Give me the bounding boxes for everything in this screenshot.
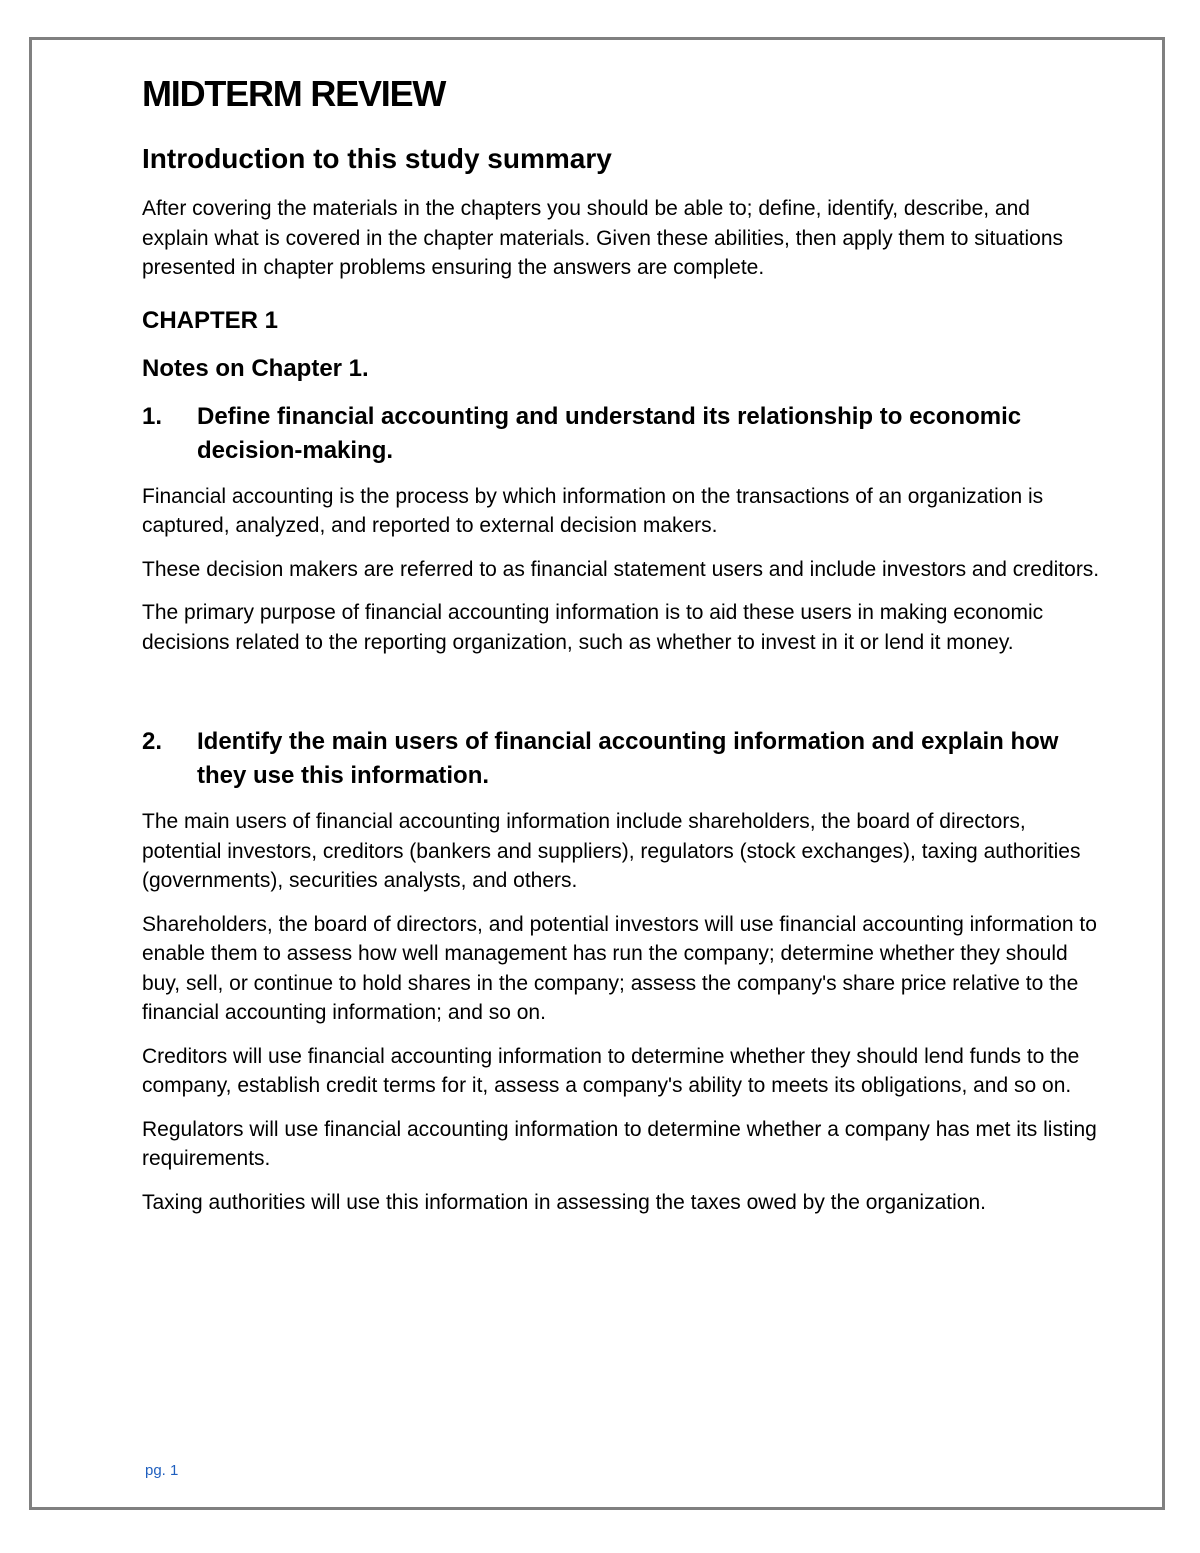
objective-heading-1 [142,400,1102,468]
objective-section-1 [142,400,1102,658]
objective-number: 2. [142,728,163,755]
paragraph: Creditors will use financial accounting information to determine whether they should lend funds to the company, establish credit terms for it, assess a company's ability to meets its obligations, and so on. [142,1044,1080,1097]
page-number: pg. 1 [145,1462,179,1479]
notes-heading: Notes on Chapter 1. [142,354,369,382]
paragraph: Regulators will use financial accounting information to determine whether a company has met its listing requirements. [142,1117,1097,1170]
chapter-heading: CHAPTER 1 [142,306,279,334]
objective-heading-text: Identify the main users of financial accounting information and explain how they use this information. [197,728,1059,789]
paragraph: Financial accounting is the process by which information on the transactions of an organization is captured, analyzed, and reported to external decision makers. [142,484,1044,537]
document-body [142,72,1102,1217]
objective-number: 1. [142,402,163,430]
paragraph: The main users of financial accounting information include shareholders, the board of directors, potential investors, creditors (bankers and suppliers), regulators (stock exchanges), taxing authorities (governments), securities analysts, and others. [142,810,1081,892]
objective-heading-text: Define financial accounting and understand its relationship to economic decision-making. [197,402,1022,464]
paragraph: Taxing authorities will use this information in assessing the taxes owed by the organization. [142,1190,986,1214]
paragraph: Shareholders, the board of directors, and potential investors will use financial accounting information to enable them to assess how well management has run the company; determine whether they should buy, sell, or continue to hold shares in the company; assess the company's share price relative to the financial accounting information; and so on. [142,912,1097,1024]
objective-heading-2 [142,725,1102,793]
objective-section-2 [142,725,1102,1217]
paragraph: The primary purpose of financial accounting information is to aid these users in making economic decisions related to the reporting organization, such as whether to invest in it or lend it money. [142,601,1044,654]
intro-paragraph: After covering the materials in the chapters you should be able to; define, identify, describe, and explain what is covered in the chapter materials. Given these abilities, then apply them to situations presented in chapter problems ensuring the answers are complete. [142,197,1063,279]
intro-heading: Introduction to this study summary [142,143,612,174]
document-title: MIDTERM REVIEW [142,73,446,114]
paragraph: These decision makers are referred to as financial statement users and include investors and creditors. [142,557,1100,581]
